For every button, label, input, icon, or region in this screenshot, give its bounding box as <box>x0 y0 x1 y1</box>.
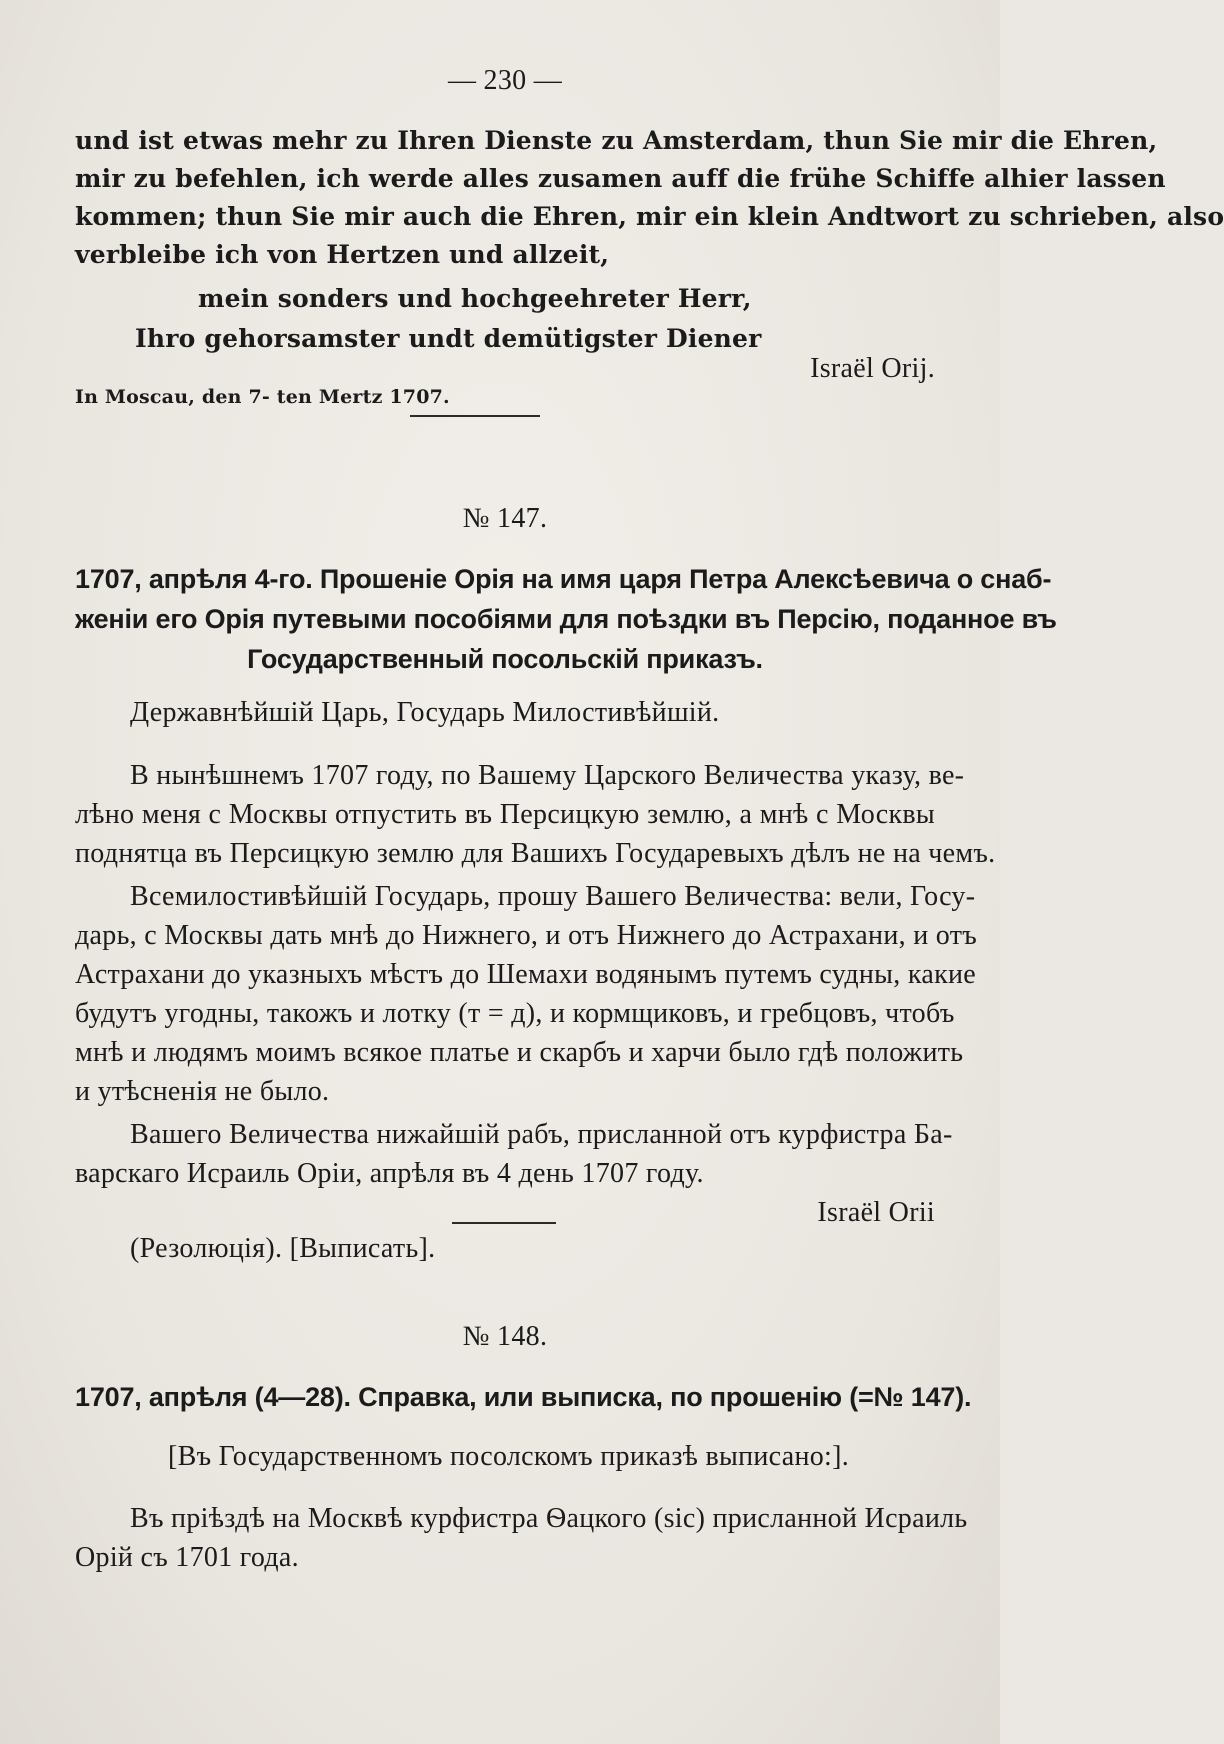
letter-closing-2: Ihro gehorsamster undt demütigster Diener <box>135 324 762 353</box>
letter-place-date: In Moscau, den 7- ten Mertz 1707. <box>75 386 450 408</box>
letter-closing-1: mein sonders und hochgeehreter Herr, <box>198 284 752 313</box>
doc147-heading-line-3: Государственный посольскій приказъ. <box>247 644 763 674</box>
doc147-para1-line-1: В нынѣшнемъ 1707 году, по Вашему Царского Величества указу, ве- <box>130 760 965 791</box>
doc147-para2-line-4: будутъ угодны, такожъ и лотку (т = д), и кормщиковъ, и гребцовъ, чтобъ <box>75 998 955 1029</box>
letter-signature: Israël Orij. <box>810 353 935 384</box>
doc147-para2-line-2: дарь, с Москвы дать мнѣ до Нижнего, и отъ Нижнего до Астрахани, и отъ <box>75 920 978 951</box>
doc147-para3-line-2: варскаго Исраиль Оріи, апрѣля въ 4 день 1707 году. <box>75 1158 704 1189</box>
letter-line-4: verbleibe ich von Hertzen und allzeit, <box>75 240 610 269</box>
doc148-para-line-1: Въ пріѣздѣ на Москвѣ курфистра Ѳацкого (sic) присланной Исраиль <box>130 1503 968 1534</box>
doc147-para2-line-1: Всемилостивѣйшій Государь, прошу Вашего Величества: вели, Госу- <box>130 881 976 912</box>
doc147-heading-line-2: женіи его Орія путевыми пособіями для поѣздки въ Персію, поданное въ <box>75 604 1057 634</box>
doc147-para2-line-6: и утѣсненія не было. <box>75 1076 330 1107</box>
doc147-para1-line-3: поднятца въ Персицкую землю для Вашихъ Государевыхъ дѣлъ не на чемъ. <box>75 838 996 869</box>
doc148-para-line-2: Орій съ 1701 года. <box>75 1542 299 1573</box>
doc147-salutation: Державнѣйшій Царь, Государь Милостивѣйшій. <box>130 697 720 728</box>
letter-line-3: kommen; thun Sie mir auch die Ehren, mir ein klein Andtwort zu schrieben, also <box>75 202 1224 231</box>
divider-rule-2 <box>452 1222 556 1224</box>
letter-line-2: mir zu befehlen, ich werde alles zusamen auff die frühe Schiffe alhier lassen <box>75 164 1166 193</box>
letter-line-1: und ist etwas mehr zu Ihren Dienste zu Amsterdam, thun Sie mir die Ehren, <box>75 126 1158 155</box>
doc147-resolution: (Резолюція). [Выписать]. <box>130 1233 436 1264</box>
doc-number-148: № 148. <box>462 1321 548 1352</box>
doc147-para1-line-2: лѣно меня с Москвы отпустить въ Персицкую землю, а мнѣ с Москвы <box>75 799 935 830</box>
doc-number-147: № 147. <box>462 503 548 534</box>
doc147-signature: Israël Orii <box>817 1197 935 1228</box>
doc147-para2-line-3: Астрахани до указныхъ мѣстъ до Шемахи водянымъ путемъ судны, какие <box>75 959 976 990</box>
doc147-para2-line-5: мнѣ и людямъ моимъ всякое платье и скарбъ и харчи было гдѣ положить <box>75 1037 964 1068</box>
doc147-heading-line-1: 1707, апрѣля 4-го. Прошеніе Орія на имя царя Петра Алексѣевича о снаб- <box>75 564 1052 594</box>
doc148-heading: 1707, апрѣля (4—28). Справка, или выписка, по прошенію (=№ 147). <box>75 1382 972 1412</box>
doc148-note: [Въ Государственномъ посолскомъ приказѣ выписано:]. <box>168 1441 850 1472</box>
doc147-para3-line-1: Вашего Величества нижайшій рабъ, присланной отъ курфистра Ба- <box>130 1119 953 1150</box>
divider-rule <box>410 415 540 417</box>
page-number: — 230 — <box>447 65 563 96</box>
